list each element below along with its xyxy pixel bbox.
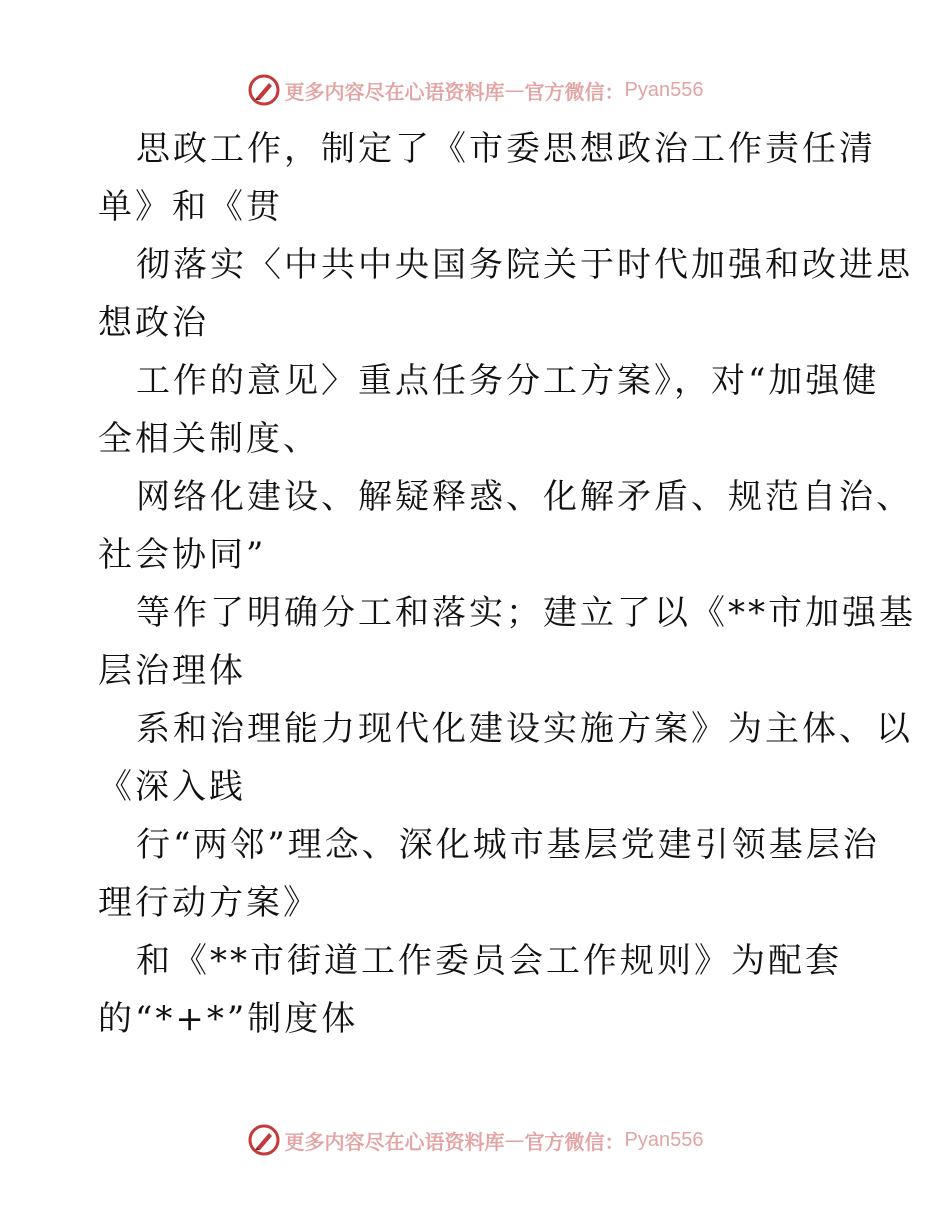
header-watermark [0,70,950,110]
pen-logo-icon [247,1123,281,1157]
watermark-contact: 官方微信： [524,79,625,104]
watermark-wechat-id: Pyan556 [624,78,704,101]
text-line: 社会协同” [98,535,267,575]
text-line: 理行动方案》 [98,883,320,923]
text-line: 网络化建设、解疑释惑、化解矛盾、规范自治、 [136,477,913,517]
watermark-wechat-id: Pyan556 [624,1128,704,1151]
text-line: 工作的意见〉重点任务分工方案》，对“加强健 [136,361,880,401]
watermark-separator: — [504,78,525,102]
text-line: 《深入践 [98,767,246,807]
watermark-text: 更多内容尽在心语资料库 [284,79,505,104]
watermark-contact: 官方微信： [524,1129,625,1154]
text-line: 全相关制度、 [98,419,320,459]
text-line: 想政治 [98,303,209,343]
pen-logo-icon [247,73,281,107]
text-line: 思政工作，制定了《市委思想政治工作责任清 [136,129,876,169]
text-line: 层治理体 [98,651,246,691]
watermark-separator: — [504,1128,525,1152]
text-line: 和《**市街道工作委员会工作规则》为配套 [136,941,842,981]
footer-watermark [0,1120,950,1160]
text-line: 的“*+*”制度体 [98,999,359,1039]
document-body [98,120,916,1048]
text-line: 系和治理能力现代化建设实施方案》为主体、以 [136,709,913,749]
text-line: 单》和《贯 [98,187,283,227]
text-line: 等作了明确分工和落实；建立了以《**市加强基 [136,593,916,633]
text-line: 行“两邻”理念、深化城市基层党建引领基层治 [136,825,880,865]
text-line: 彻落实〈中共中央国务院关于时代加强和改进思 [136,245,913,285]
watermark-text: 更多内容尽在心语资料库 [284,1129,505,1154]
